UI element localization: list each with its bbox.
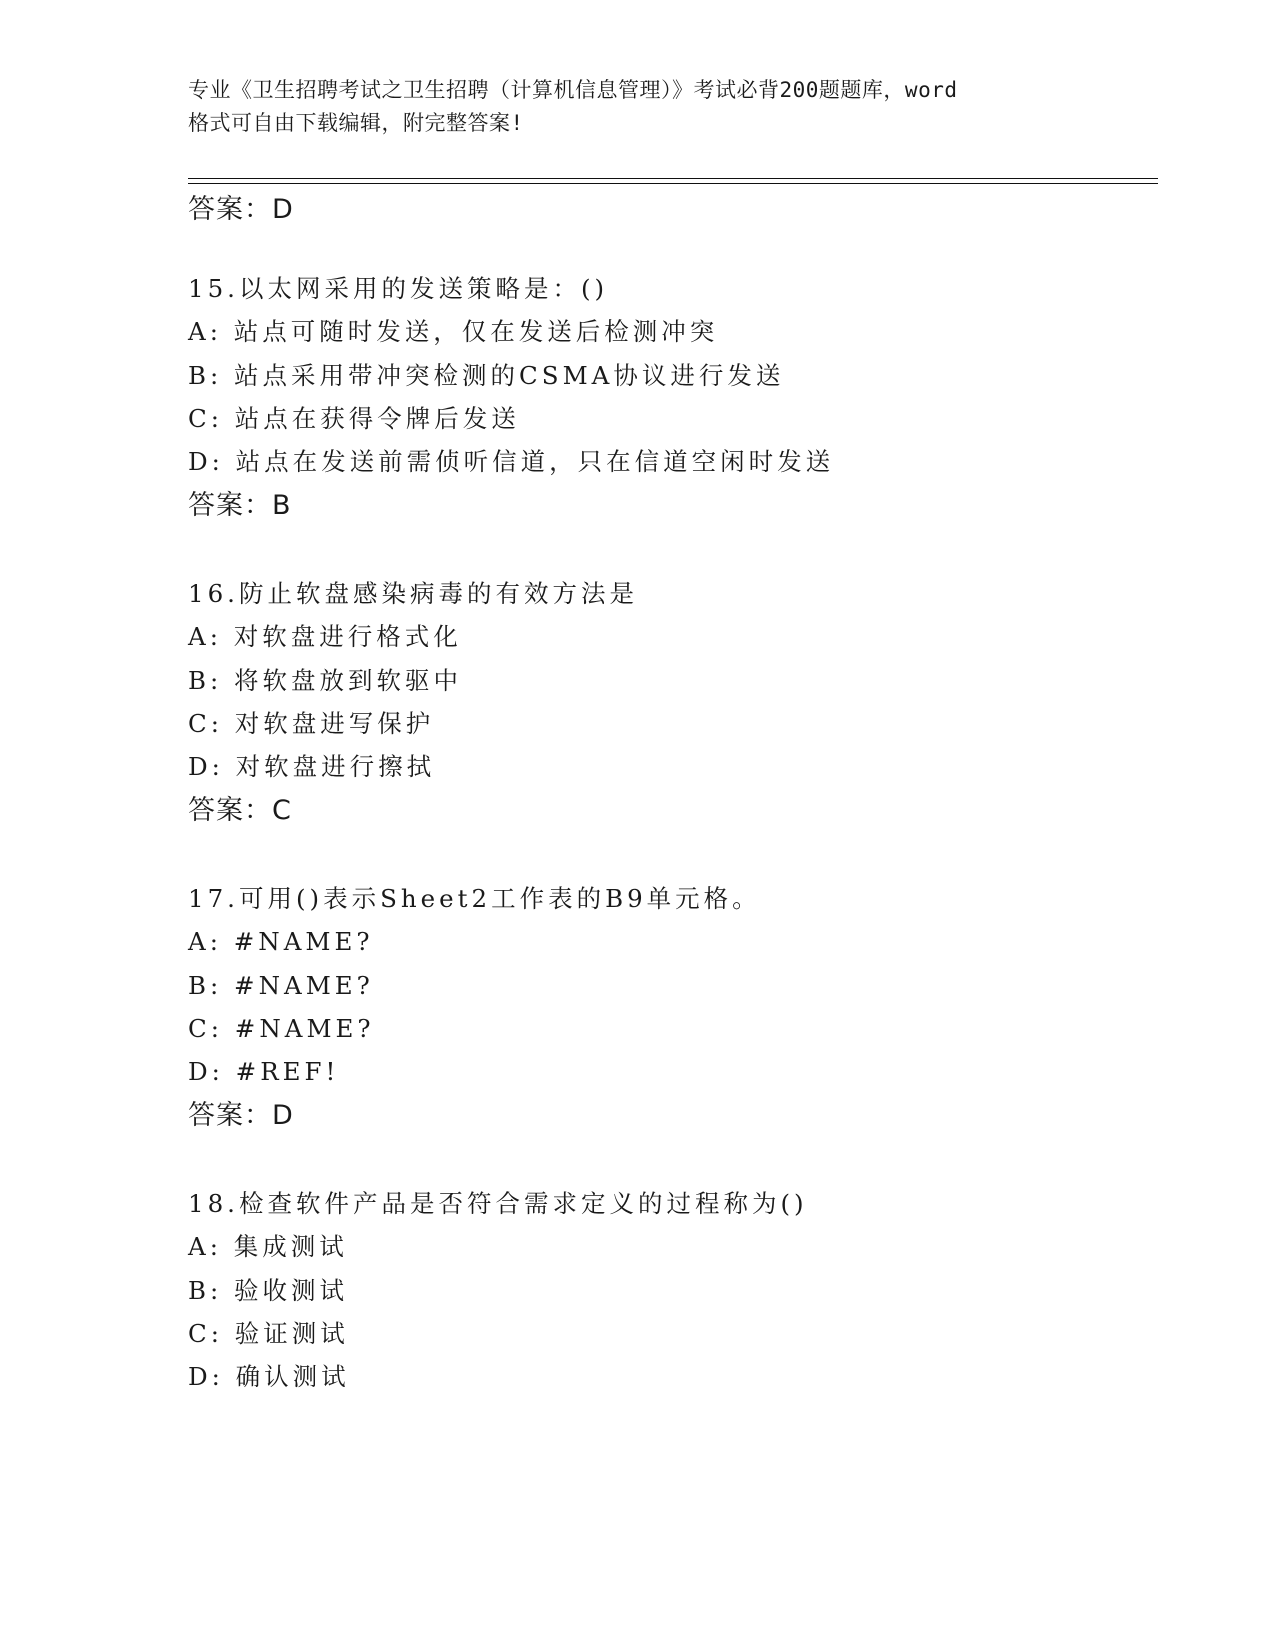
question-15-option-b: B: 站点采用带冲突检测的CSMA协议进行发送 [188,361,785,390]
question-15-answer: 答案：B [188,490,292,521]
question-16-option-d: D: 对软盘进行擦拭 [188,752,436,781]
question-16-option-b: B: 将软盘放到软驱中 [188,666,463,695]
question-18-text: 18.检查软件产品是否符合需求定义的过程称为() [188,1189,808,1218]
question-17-option-a: A: #NAME? [188,927,374,956]
question-16-option-c: C: 对软盘进写保护 [188,709,435,738]
question-17-option-b: B: #NAME? [188,971,374,1000]
answer-14: 答案：D [188,194,294,225]
header-line-1: 专业《卫生招聘考试之卫生招聘（计算机信息管理）》考试必背200题题库，word [188,78,958,102]
question-18-option-a: A: 集成测试 [188,1232,348,1261]
question-17-option-d: D: #REF! [188,1057,340,1086]
question-16-option-a: A: 对软盘进行格式化 [188,622,462,651]
question-17-option-c: C: #NAME? [188,1014,375,1043]
question-17-answer: 答案：D [188,1100,294,1131]
question-15-text: 15.以太网采用的发送策略是：() [188,274,609,303]
question-15-option-d: D: 站点在发送前需侦听信道，只在信道空闲时发送 [188,447,835,476]
question-18-option-d: D: 确认测试 [188,1362,350,1391]
header-divider-top [188,178,1158,179]
header-divider-bottom [188,183,1158,184]
header-line-2: 格式可自由下载编辑，附完整答案! [188,111,524,135]
question-18-option-c: C: 验证测试 [188,1319,349,1348]
question-16-answer: 答案：C [188,795,292,826]
question-15-option-c: C: 站点在获得令牌后发送 [188,404,520,433]
question-18-option-b: B: 验收测试 [188,1276,349,1305]
question-15-option-a: A: 站点可随时发送，仅在发送后检测冲突 [188,317,719,346]
document-header [188,74,1088,140]
question-16-text: 16.防止软盘感染病毒的有效方法是 [188,579,638,608]
question-17-text: 17.可用()表示Sheet2工作表的B9单元格。 [188,884,761,913]
